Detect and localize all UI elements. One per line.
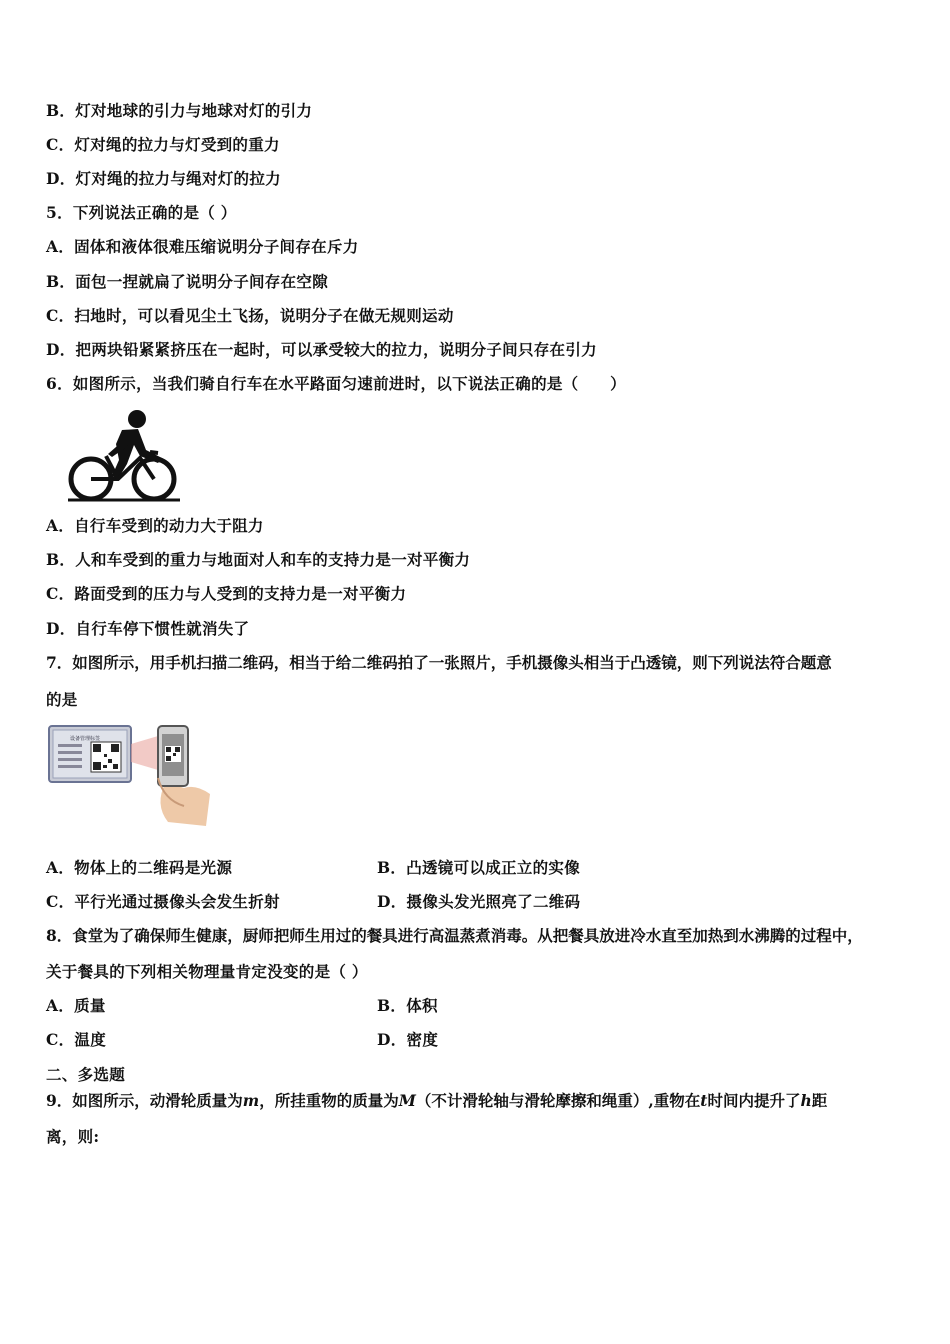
q7-option-c: C．平行光通过摄像头会发生折射 <box>46 892 280 911</box>
q9-var-t: t <box>700 1091 708 1110</box>
q9-var-h: h <box>800 1091 812 1110</box>
q7-option-d: D．摄像头发光照亮了二维码 <box>377 892 581 911</box>
q9-text-2: ，所挂重物的质量为 <box>259 1091 399 1110</box>
q6-option-c: C．路面受到的压力与人受到的支持力是一对平衡力 <box>46 584 407 603</box>
q8-option-c: C．温度 <box>46 1030 107 1049</box>
cyclist-figure <box>66 408 182 504</box>
q9-text-3: （不计滑轮轴与滑轮摩擦和绳重）,重物在 <box>415 1091 701 1110</box>
q9-var-M: M <box>398 1091 416 1110</box>
q8-stem-line2: 关于餐具的下列相关物理量肯定没变的是（ ） <box>46 962 368 981</box>
section-heading: 二、多选题 <box>46 1065 126 1084</box>
q6-stem: 6．如图所示，当我们骑自行车在水平路面匀速前进时，以下说法正确的是（ ） <box>46 374 626 393</box>
q7-option-b: B．凸透镜可以成正立的实像 <box>377 858 581 877</box>
q6-option-b: B．人和车受到的重力与地面对人和车的支持力是一对平衡力 <box>46 550 471 569</box>
q9-text-4: 时间内提升了 <box>707 1091 801 1110</box>
q5-stem: 5．下列说法正确的是（ ） <box>46 203 237 222</box>
q5-option-b: B．面包一捏就扁了说明分子间存在空隙 <box>46 272 329 291</box>
q9-text-1: 9．如图所示，动滑轮质量为 <box>46 1091 243 1110</box>
q7-stem-line1: 7．如图所示，用手机扫描二维码，相当于给二维码拍了一张照片，手机摄像头相当于凸透镜，则下列说法符合题意 <box>46 653 832 672</box>
q6-option-d: D．自行车停下惯性就消失了 <box>46 619 250 638</box>
q4-option-c: C．灯对绳的拉力与灯受到的重力 <box>46 135 280 154</box>
q8-stem-line1: 8．食堂为了确保师生健康，厨师把师生用过的餐具进行高温蒸煮消毒。从把餐具放进冷水直至加热到水沸腾的过程中， <box>46 926 863 945</box>
qr-scan-figure <box>46 722 216 830</box>
q9-stem-line1 <box>46 1091 827 1111</box>
q6-option-a: A．自行车受到的动力大于阻力 <box>46 516 264 535</box>
qr-card-title: 设备管理标签 <box>70 736 101 742</box>
q8-option-d: D．密度 <box>377 1030 439 1049</box>
q5-option-c: C．扫地时，可以看见尘土飞扬，说明分子在做无规则运动 <box>46 306 454 325</box>
q4-option-b: B．灯对地球的引力与地球对灯的引力 <box>46 101 313 120</box>
q7-option-a: A．物体上的二维码是光源 <box>46 858 233 877</box>
q9-var-m: m <box>242 1091 260 1110</box>
q8-option-a: A．质量 <box>46 996 106 1015</box>
q7-stem-line2: 的是 <box>46 690 78 709</box>
q9-stem-line2: 离，则: <box>46 1127 100 1146</box>
q5-option-a: A．固体和液体很难压缩说明分子间存在斥力 <box>46 237 359 256</box>
q8-option-b: B．体积 <box>377 996 438 1015</box>
q4-option-d: D．灯对绳的拉力与绳对灯的拉力 <box>46 169 281 188</box>
q9-text-5: 距 <box>811 1091 828 1110</box>
q5-option-d: D．把两块铅紧紧挤压在一起时，可以承受较大的拉力，说明分子间只存在引力 <box>46 340 597 359</box>
